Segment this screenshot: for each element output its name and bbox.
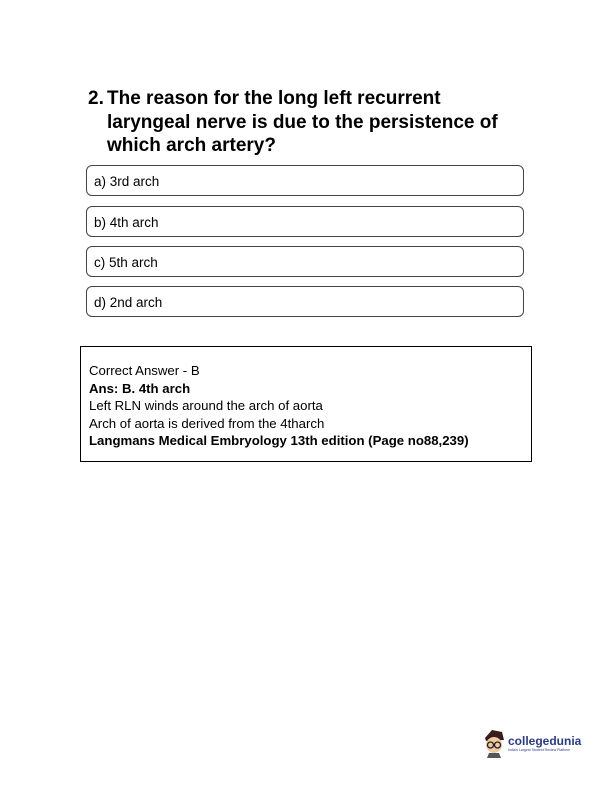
option-a[interactable]: a) 3rd arch	[86, 165, 524, 196]
answer-label: Ans: B. 4th arch	[89, 380, 191, 396]
question	[88, 87, 528, 158]
option-b[interactable]: b) 4th arch	[86, 206, 524, 237]
question-number: 2.	[88, 88, 104, 109]
logo-tagline: India's Largest Student Review Platform	[508, 748, 571, 752]
logo-name: collegedunia	[508, 734, 582, 748]
question-text: The reason for the long left recurrent laryngeal nerve is due to the persistence of which arch artery?	[107, 88, 498, 156]
collegedunia-logo	[482, 728, 581, 758]
option-d[interactable]: d) 2nd arch	[86, 286, 524, 317]
option-c[interactable]: c) 5th arch	[86, 246, 524, 277]
answer-box	[80, 346, 532, 462]
reference: Langmans Medical Embryology 13th edition (Page no88,239)	[89, 433, 469, 449]
explanation-line-1: Left RLN winds around the arch of aorta	[89, 398, 323, 414]
explanation-line-2: Arch of aorta is derived from the 4tharch	[89, 415, 325, 431]
mascot-icon	[482, 728, 506, 758]
correct-answer: Correct Answer - B	[89, 363, 200, 378]
